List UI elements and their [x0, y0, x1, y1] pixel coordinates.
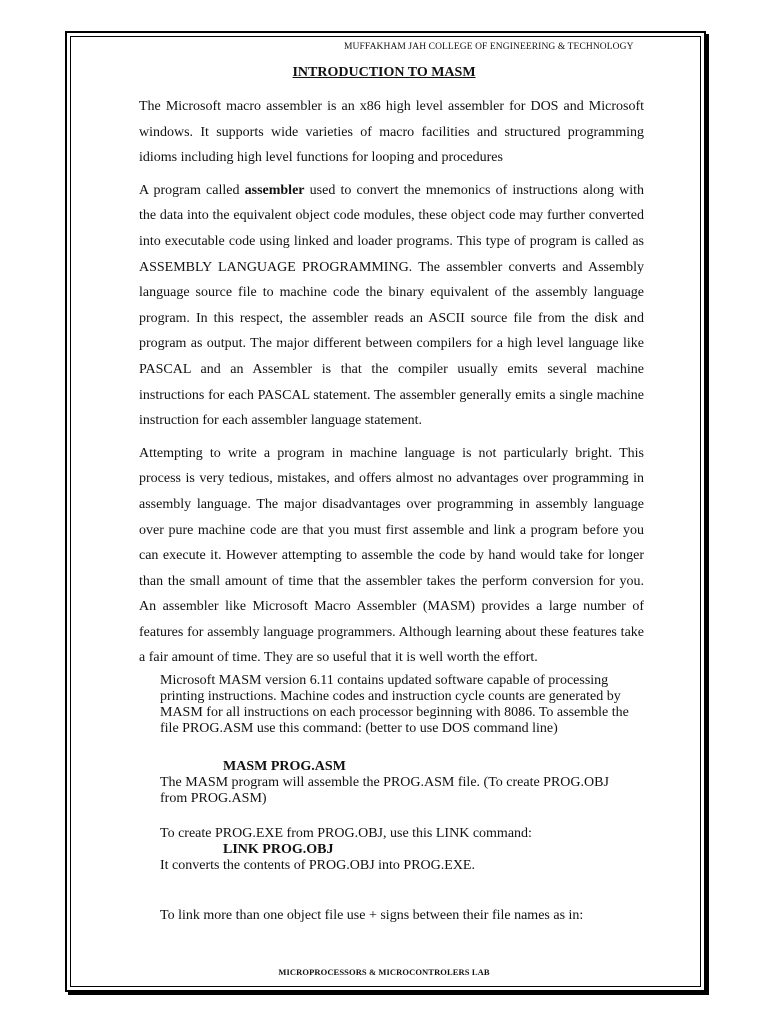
paragraph-assembler — [139, 178, 644, 434]
paragraph-intro: The Microsoft macro assembler is an x86 high level assembler for DOS and Microsoft windows. It supports wide varieties of macro facilities and structured programming idioms including high level functions for looping and procedures — [139, 99, 644, 166]
link-desc: It converts the contents of PROG.OBJ into PROG.EXE. — [160, 858, 475, 873]
masm-command-block — [160, 759, 650, 807]
masm-line-2: printing instructions. Machine codes and instruction cycle counts are generated by — [160, 689, 621, 704]
masm-desc-line-1: The MASM program will assemble the PROG.ASM file. (To create PROG.OBJ — [160, 775, 609, 790]
link-intro: To create PROG.EXE from PROG.OBJ, use this LINK command: — [160, 826, 532, 841]
link-multiple-text: To link more than one object file use + signs between their file names as in: — [160, 908, 584, 923]
link-command-block — [160, 826, 650, 874]
link-command: LINK PROG.OBJ — [223, 842, 334, 857]
page-footer: MICROPROCESSORS & MICROCONTROLERS LAB — [278, 967, 490, 977]
paragraph-assembler-bold: assembler — [244, 182, 305, 198]
masm-command: MASM PROG.ASM — [223, 759, 346, 774]
page-title: INTRODUCTION TO MASM — [292, 65, 476, 80]
paragraph-machine-language: Attempting to write a program in machine language is not particularly bright. This process is very tedious, mistakes, and offers almost no advantages over programming in assembly language. The major disadvantages over programming in assembly language over pure machine code are that you must first assemble and link a program before you can execute it. However attempting to assemble the code by hand would take for longer than the small amount of time that the assembler takes the perform conversion for you. An assembler like Microsoft Macro Assembler (MASM) provides a large number of features for assembly language programmers. Although learning about these features take a fair amount of time. They are so useful that it is well worth the effort. — [139, 445, 644, 666]
paragraph-assembler-post: used to convert the mnemonics of instructions along with the data into the equivalent object code modules, these object code may further converted into executable code using linked and loader programs. This type of program is called as ASSEMBLY LANGUAGE PROGRAMMING. The assembler converts and Assembly language source file to machine code the binary equivalent of the assembly language program. In this respect, the assembler reads an ASCII source file from the disk and program as output. The major different between compilers for a high level language like PASCAL and an Assembler is that the compiler usually emits several machine instructions for each PASCAL statement. The assembler generally emits a single machine instruction for each assembler language statement. — [139, 182, 644, 429]
body-text — [139, 94, 644, 678]
masm-line-4: file PROG.ASM use this command: (better to use DOS command line) — [160, 721, 558, 736]
link-multiple-block — [160, 908, 650, 924]
masm-line-3: MASM for all instructions on each processor beginning with 8086. To assemble the — [160, 705, 629, 720]
masm-desc-line-2: from PROG.ASM) — [160, 791, 267, 806]
masm-line-1: Microsoft MASM version 6.11 contains updated software capable of processing — [160, 673, 609, 688]
masm-version-block — [160, 673, 650, 737]
paragraph-assembler-pre: A program called — [139, 182, 245, 198]
page-header: MUFFAKHAM JAH COLLEGE OF ENGINEERING & TECHNOLOGY — [344, 42, 634, 52]
